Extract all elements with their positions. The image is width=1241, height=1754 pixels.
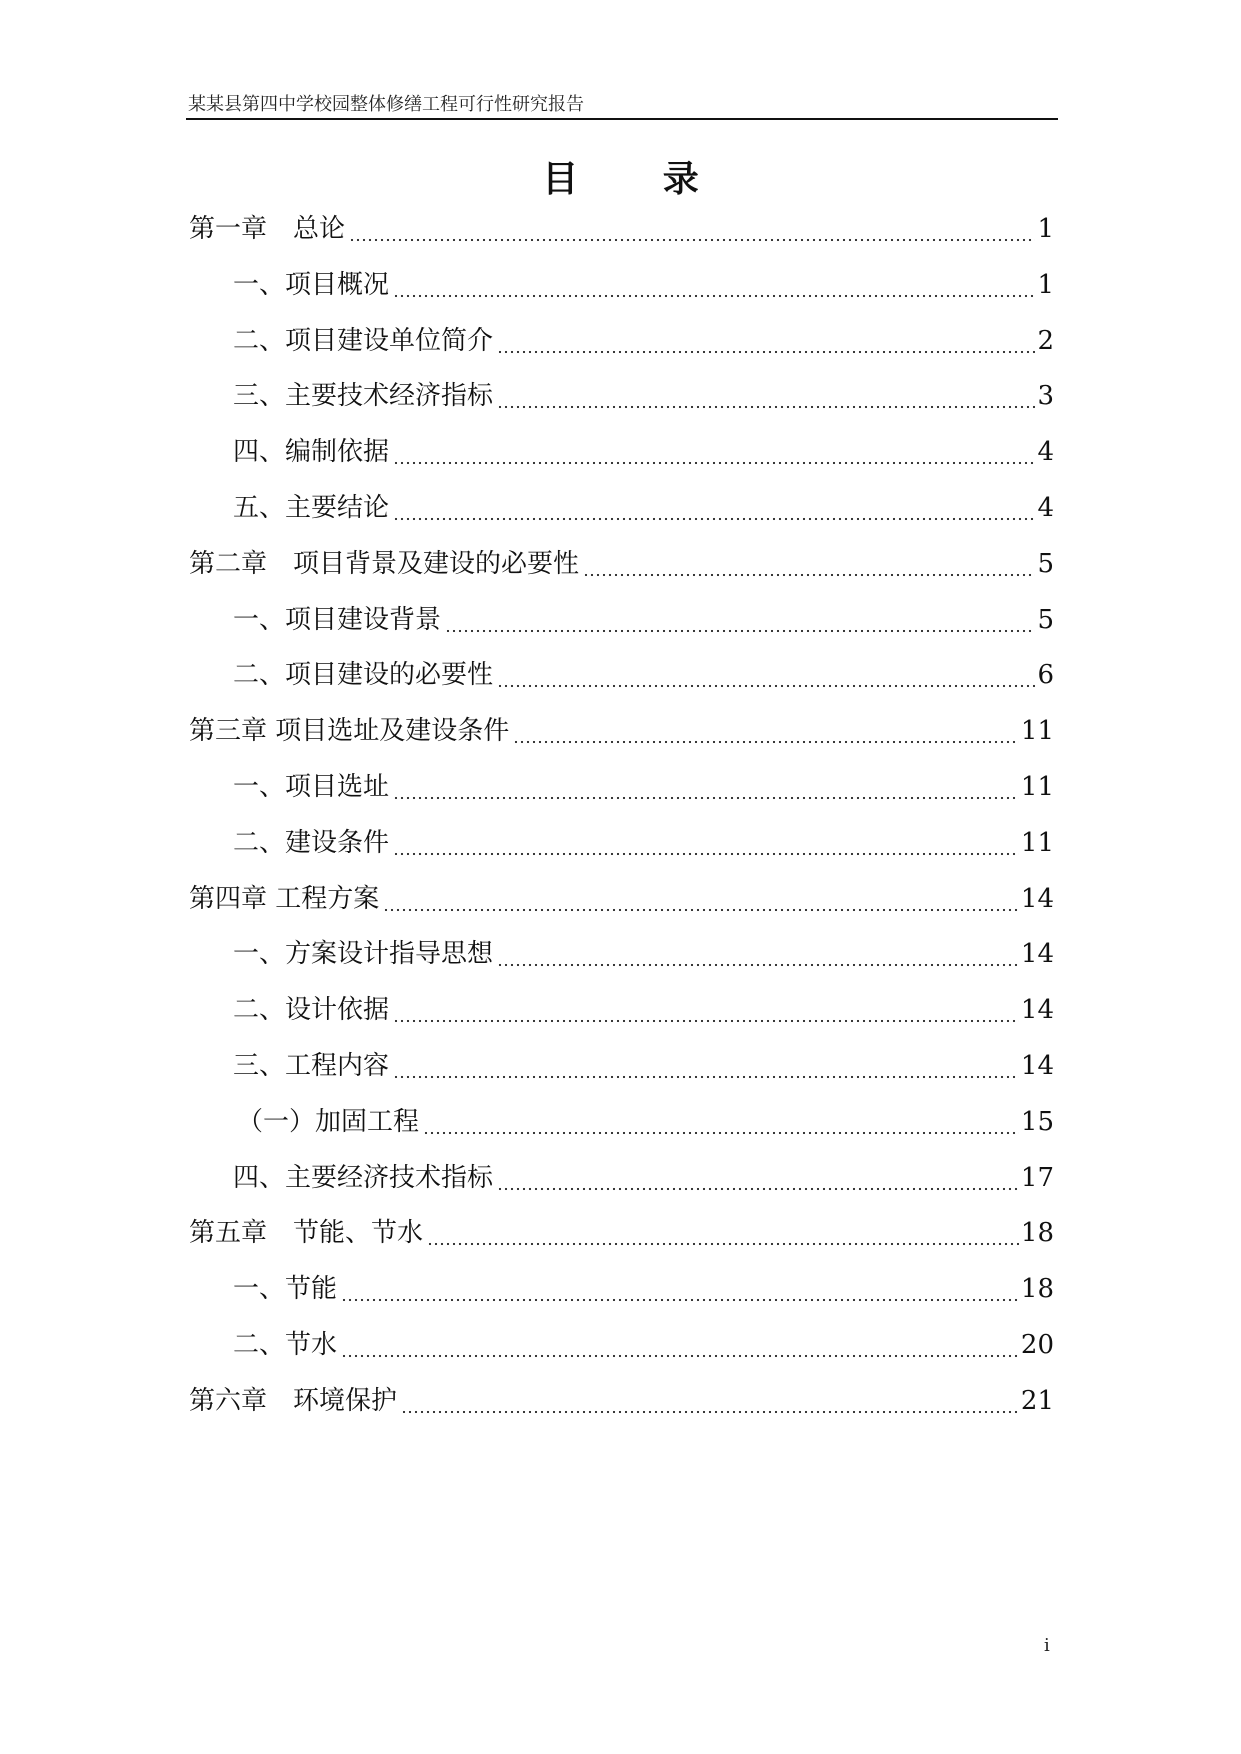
toc-entry-title: 一、方案设计指导思想 [233, 939, 494, 969]
toc-page-number: 11 [1020, 828, 1054, 858]
page-title: 目 录 [542, 158, 735, 200]
toc-entry-title: 四、主要经济技术指标 [233, 1163, 494, 1193]
toc-dot-leader [393, 1003, 1019, 1023]
toc-dot-leader [583, 557, 1035, 577]
toc-entry-title: 一、项目概况 [233, 270, 390, 300]
toc-dot-leader [513, 724, 1019, 744]
toc-entry-title: 第六章 环境保护 [189, 1386, 398, 1416]
toc-page-number: 18 [1020, 1218, 1054, 1248]
toc-entry-title: 第二章 项目背景及建设的必要性 [189, 549, 580, 579]
toc-entry-title: 二、节水 [233, 1330, 338, 1360]
toc-page-number: 2 [1037, 326, 1054, 356]
toc-section-entry[interactable] [233, 324, 1054, 358]
toc-entry-title: 一、项目建设背景 [233, 605, 442, 635]
toc-page-number: 1 [1037, 214, 1054, 244]
toc-page-number: 1 [1037, 270, 1054, 300]
toc-dot-leader [393, 1059, 1019, 1079]
toc-page-number: 4 [1037, 493, 1054, 523]
toc-dot-leader [393, 780, 1019, 800]
toc-chapter-entry[interactable] [189, 547, 1054, 581]
toc-dot-leader [497, 1171, 1019, 1191]
toc-entry-title: 二、设计依据 [233, 995, 390, 1025]
toc-section-entry[interactable] [237, 1105, 1054, 1139]
toc-page-number: 14 [1020, 884, 1054, 914]
toc-section-entry[interactable] [233, 658, 1054, 692]
toc-chapter-entry[interactable] [189, 714, 1054, 748]
toc-section-entry[interactable] [233, 1049, 1054, 1083]
toc-section-entry[interactable] [233, 603, 1054, 637]
toc-entry-title: 二、项目建设的必要性 [233, 660, 494, 690]
toc-section-entry[interactable] [233, 435, 1054, 469]
toc-entry-title: 二、项目建设单位简介 [233, 326, 494, 356]
toc-section-entry[interactable] [233, 491, 1054, 525]
toc-page-number: 4 [1037, 437, 1054, 467]
toc-page-number: 14 [1020, 1051, 1054, 1081]
header-text: 某某县第四中学校园整体修缮工程可行性研究报告 [188, 94, 584, 115]
toc-page-number: 11 [1020, 772, 1054, 802]
toc-page-number: 5 [1037, 549, 1054, 579]
toc-page-number: 11 [1020, 716, 1054, 746]
toc-page-number: 14 [1020, 939, 1054, 969]
toc-dot-leader [393, 836, 1019, 856]
toc-dot-leader [383, 892, 1019, 912]
toc-page-number: 18 [1020, 1274, 1054, 1304]
toc-section-entry[interactable] [233, 1272, 1054, 1306]
toc-dot-leader [497, 668, 1035, 688]
toc-entry-title: 四、编制依据 [233, 437, 390, 467]
toc-entry-title: 一、节能 [233, 1274, 338, 1304]
toc-dot-leader [341, 1282, 1019, 1302]
toc-section-entry[interactable] [233, 1328, 1054, 1362]
toc-dot-leader [401, 1394, 1019, 1414]
toc-entry-title: 第四章 工程方案 [189, 884, 380, 914]
toc-dot-leader [423, 1115, 1019, 1135]
toc-page-number: 5 [1037, 605, 1054, 635]
toc-chapter-entry[interactable] [189, 882, 1054, 916]
toc-entry-title: 五、主要结论 [233, 493, 390, 523]
toc-dot-leader [393, 278, 1035, 298]
toc-page-number: 15 [1020, 1107, 1054, 1137]
toc-chapter-entry[interactable] [189, 1384, 1054, 1418]
toc-entry-title: 二、建设条件 [233, 828, 390, 858]
toc-page-number: 3 [1037, 381, 1054, 411]
toc-chapter-entry[interactable] [189, 1216, 1054, 1250]
footer-page-number: i [1044, 1635, 1050, 1656]
toc-entry-title: 第五章 节能、节水 [189, 1218, 424, 1248]
toc-section-entry[interactable] [233, 1161, 1054, 1195]
running-header [186, 88, 1058, 120]
toc-page-number: 17 [1020, 1163, 1054, 1193]
toc-entry-title: 第三章 项目选址及建设条件 [189, 716, 510, 746]
toc-dot-leader [497, 389, 1035, 409]
toc-section-entry[interactable] [233, 937, 1054, 971]
toc-dot-leader [427, 1226, 1019, 1246]
toc-section-entry[interactable] [233, 770, 1054, 804]
toc-dot-leader [349, 222, 1035, 242]
toc-section-entry[interactable] [233, 379, 1054, 413]
toc-entry-title: 第一章 总论 [189, 214, 346, 244]
toc-dot-leader [497, 947, 1019, 967]
toc-dot-leader [445, 613, 1035, 633]
toc-chapter-entry[interactable] [189, 212, 1054, 246]
toc-section-entry[interactable] [233, 268, 1054, 302]
toc-dot-leader [497, 334, 1035, 354]
toc-page-number: 20 [1020, 1330, 1054, 1360]
toc-dot-leader [393, 501, 1035, 521]
toc-entry-title: （一）加固工程 [237, 1107, 420, 1137]
toc-entry-title: 三、工程内容 [233, 1051, 390, 1081]
toc-section-entry[interactable] [233, 826, 1054, 860]
toc-page-number: 14 [1020, 995, 1054, 1025]
toc-entry-title: 三、主要技术经济指标 [233, 381, 494, 411]
toc-section-entry[interactable] [233, 993, 1054, 1027]
toc-dot-leader [393, 445, 1035, 465]
toc-entry-title: 一、项目选址 [233, 772, 390, 802]
toc-page-number: 21 [1020, 1386, 1054, 1416]
toc-page-number: 6 [1037, 660, 1054, 690]
toc-dot-leader [341, 1338, 1019, 1358]
